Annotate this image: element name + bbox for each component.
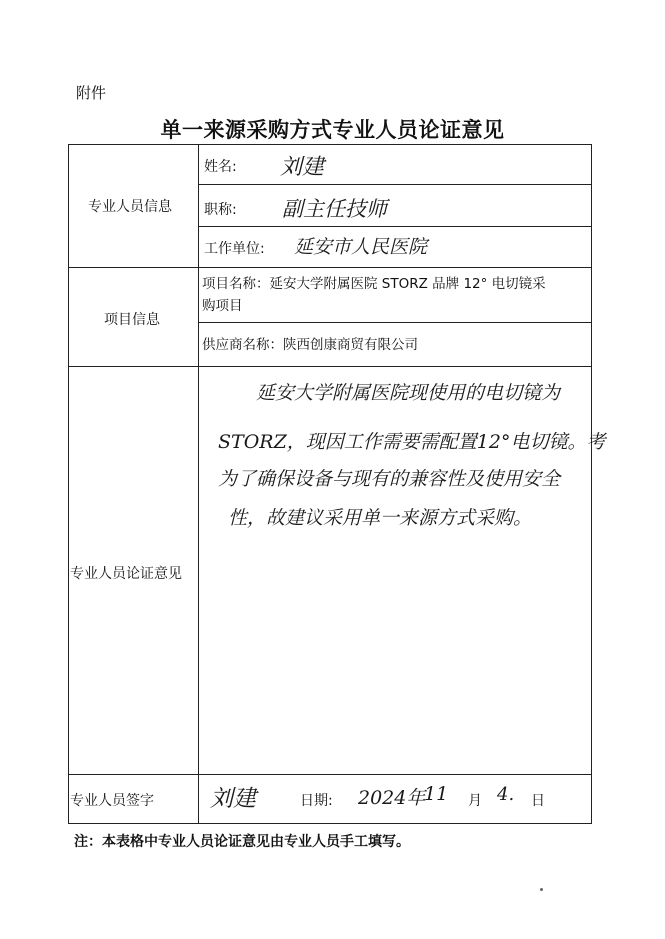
row-divider bbox=[198, 322, 592, 323]
stray-mark bbox=[540, 888, 543, 891]
opinion-handwriting-line: STORZ，现因工作需要需配置12°电切镜。考 bbox=[218, 431, 606, 453]
expert-info-label: 专业人员信息 bbox=[88, 199, 172, 215]
workplace-value: 延安市人民医院 bbox=[294, 236, 428, 258]
opinion-handwriting-line: 延安大学附属医院现使用的电切镜为 bbox=[256, 382, 561, 404]
row-divider bbox=[68, 774, 592, 775]
date-year: 2024年 bbox=[358, 787, 426, 809]
opinion-label: 专业人员论证意见 bbox=[70, 566, 182, 582]
date-month-label: 月 bbox=[468, 793, 482, 809]
project-info-label: 项目信息 bbox=[104, 312, 160, 328]
signature-value: 刘建 bbox=[210, 786, 256, 812]
page-title: 单一来源采购方式专业人员论证意见 bbox=[160, 118, 505, 142]
date-day: 4. bbox=[497, 784, 515, 805]
project-name-line1: 项目名称：延安大学附属医院 STORZ 品牌 12° 电切镜采 bbox=[202, 276, 546, 292]
date-label: 日期: bbox=[300, 793, 333, 809]
column-divider bbox=[198, 144, 199, 824]
job-title-value: 副主任技师 bbox=[282, 197, 387, 221]
footer-note: 注：本表格中专业人员论证意见由专业人员手工填写。 bbox=[74, 834, 410, 850]
date-day-label: 日 bbox=[531, 793, 545, 809]
name-label: 姓名: bbox=[204, 159, 237, 175]
row-divider bbox=[198, 226, 592, 227]
opinion-handwriting-line: 为了确保设备与现有的兼容性及使用安全 bbox=[218, 468, 561, 490]
attachment-label: 附件 bbox=[76, 84, 107, 102]
row-divider bbox=[68, 366, 592, 367]
opinion-handwriting-line: 性，故建议采用单一来源方式采购。 bbox=[228, 507, 533, 529]
supplier-name: 供应商名称：陕西创康商贸有限公司 bbox=[202, 337, 418, 353]
date-month: 11 bbox=[424, 783, 449, 805]
row-divider bbox=[198, 184, 592, 185]
name-value: 刘建 bbox=[280, 155, 325, 180]
job-title-label: 职称: bbox=[204, 202, 237, 218]
project-name-line2: 购项目 bbox=[202, 298, 243, 314]
row-divider bbox=[68, 267, 592, 268]
signature-label: 专业人员签字 bbox=[70, 793, 154, 809]
workplace-label: 工作单位: bbox=[204, 241, 265, 257]
